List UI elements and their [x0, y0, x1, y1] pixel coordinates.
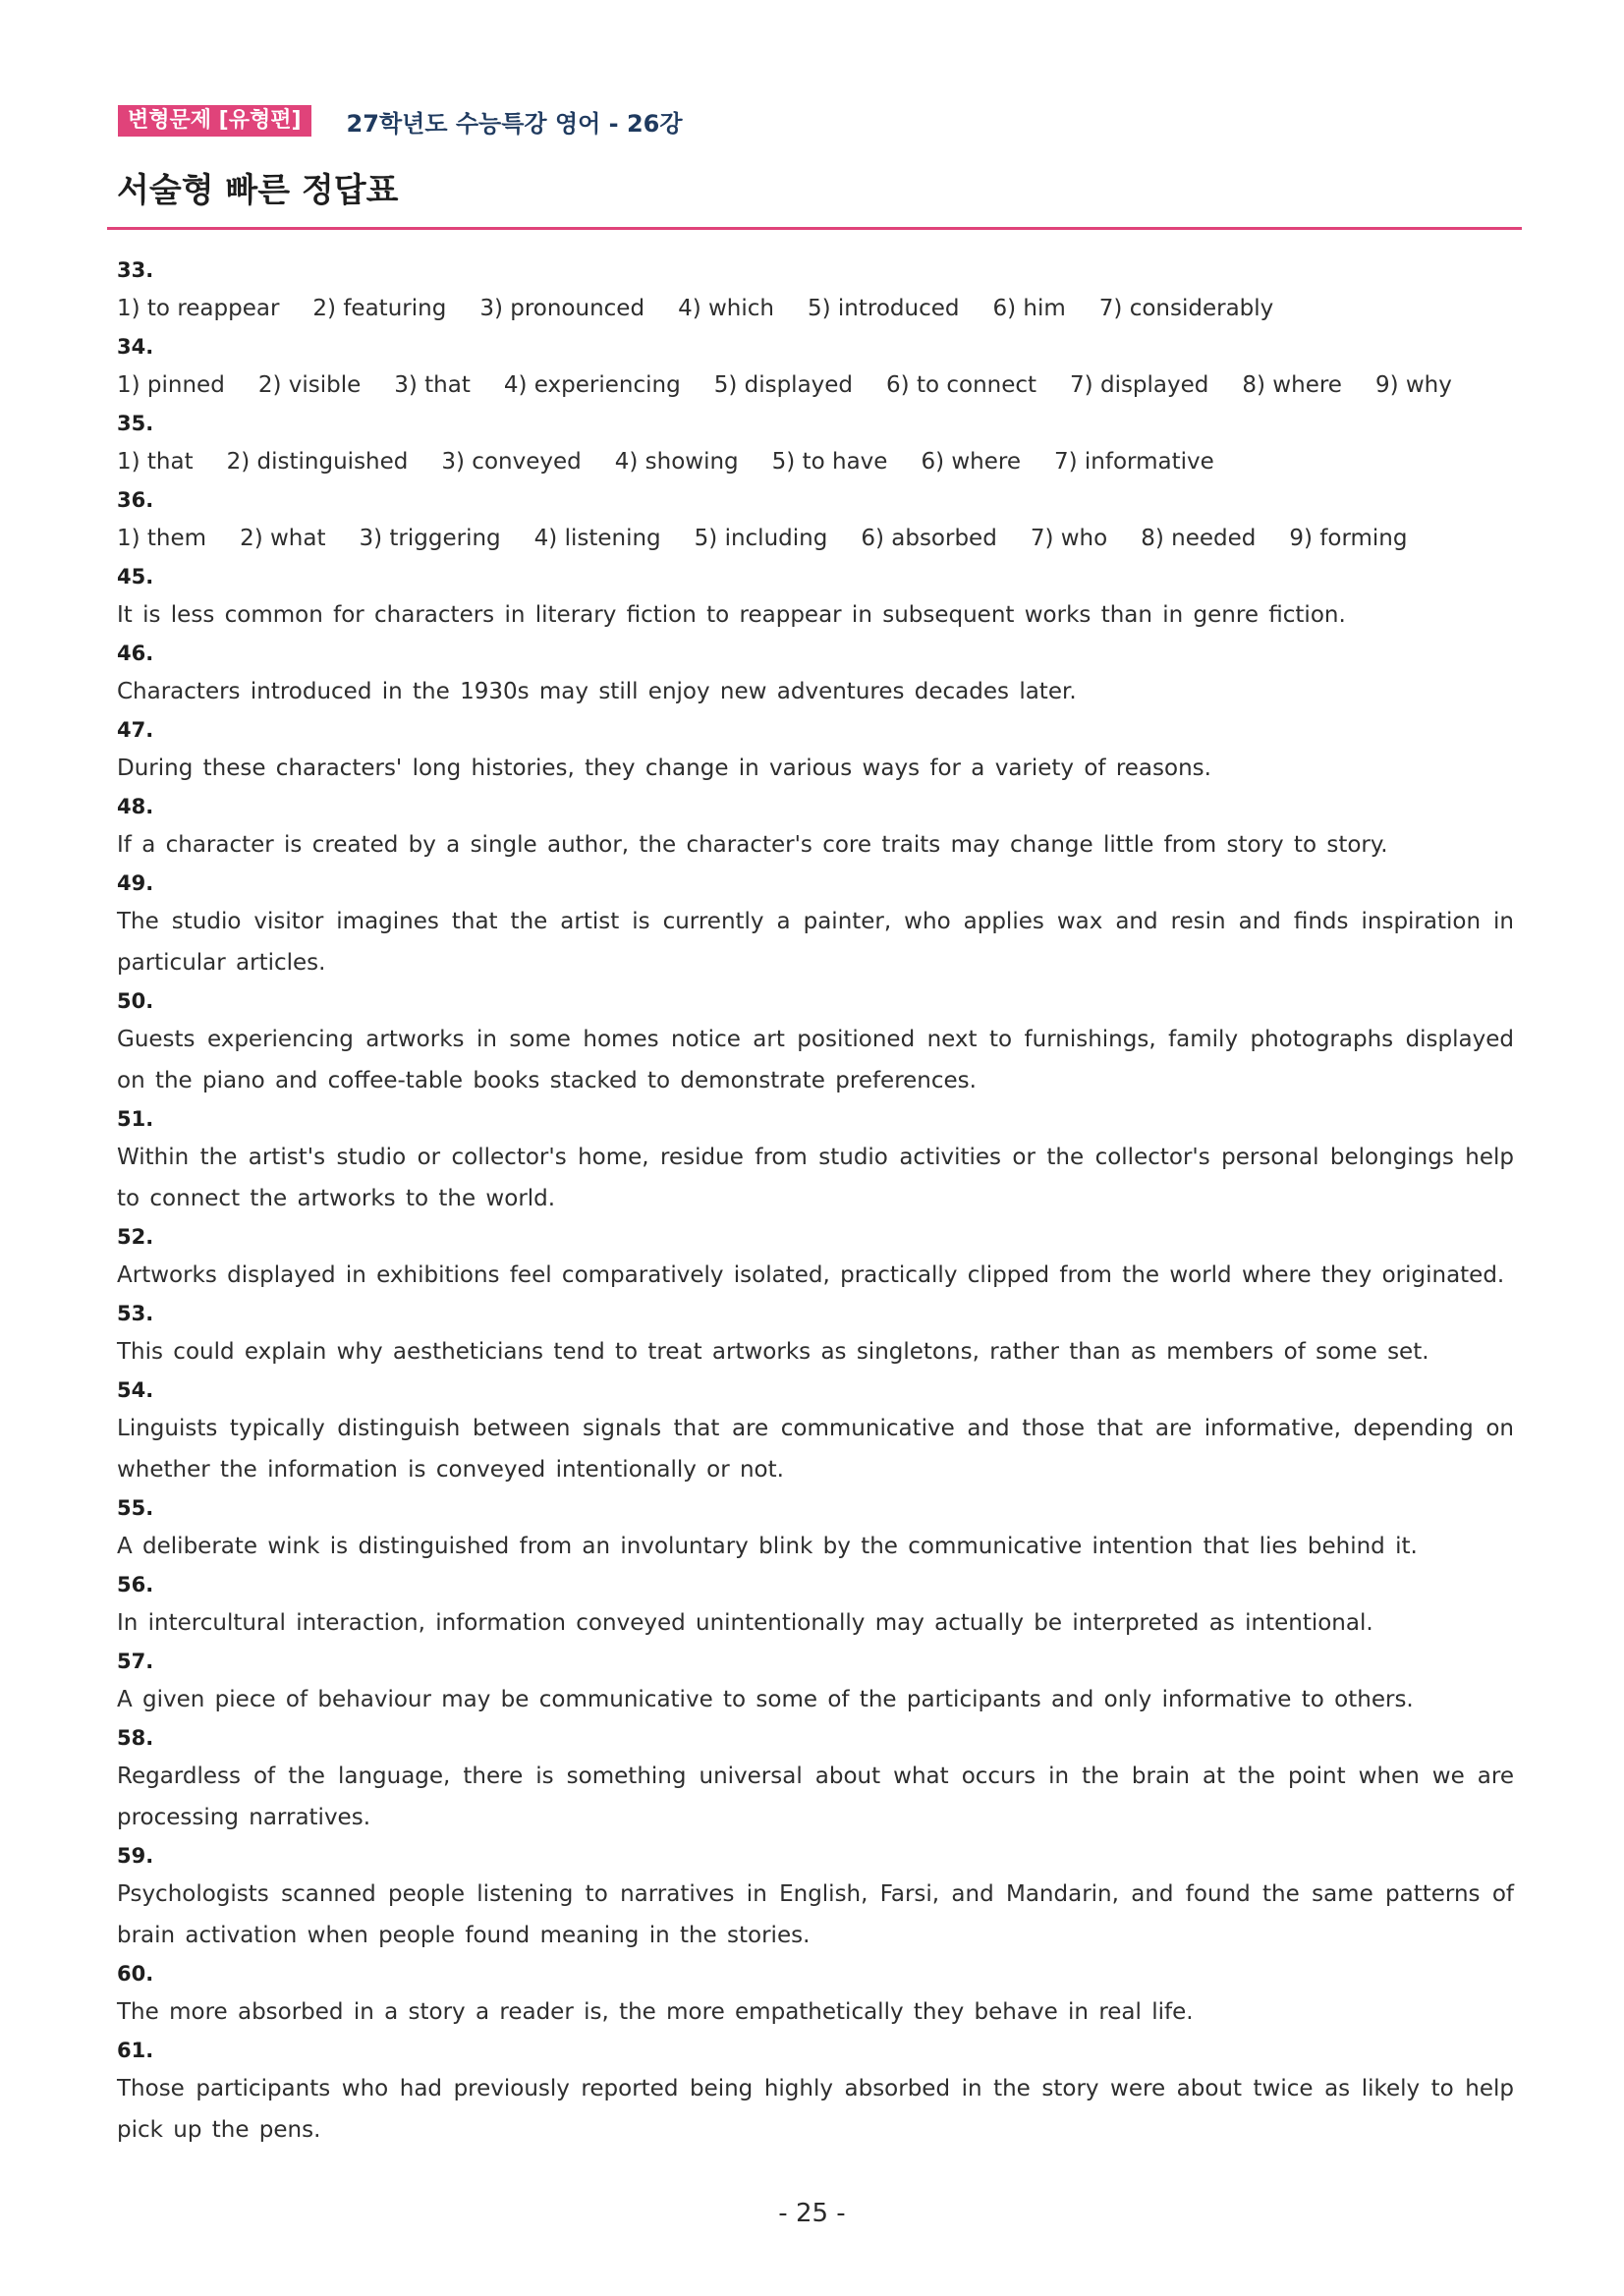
blank-item	[117, 406, 1514, 482]
blank-answer: 2) visible	[257, 372, 362, 398]
blank-answers	[117, 518, 1514, 559]
sentence-item	[117, 983, 1514, 1101]
item-number: 54.	[117, 1378, 154, 1402]
item-number: 60.	[117, 1962, 154, 1986]
item-number: 47.	[117, 718, 154, 742]
blank-answer: 3) pronounced	[479, 296, 645, 321]
page-title: 서술형 빠른 정답표	[117, 171, 399, 210]
item-number: 45.	[117, 565, 154, 588]
sentence-item	[117, 1219, 1514, 1296]
blank-item	[117, 252, 1514, 329]
answer-sentence: Within the artist's studio or collector's home, residue from studio activities or the collector's personal belongings help to connect the artworks to the world.	[117, 1145, 1514, 1211]
blank-answer: 4) experiencing	[503, 372, 681, 398]
answer-sentence: If a character is created by a single author, the character's core traits may change little from story to story.	[117, 832, 1388, 858]
item-number: 53.	[117, 1302, 154, 1325]
sentence-item	[117, 789, 1514, 866]
item-number: 35.	[117, 412, 154, 435]
item-number: 34.	[117, 335, 154, 359]
answer-list	[117, 252, 1514, 2151]
sentence-item	[117, 2033, 1514, 2151]
blank-answer: 6) to connect	[886, 372, 1037, 398]
blank-answers	[117, 364, 1514, 406]
item-number: 50.	[117, 989, 154, 1013]
blank-answer: 8) needed	[1141, 526, 1257, 551]
title-divider	[107, 227, 1522, 230]
blank-answer: 5) displayed	[713, 372, 854, 398]
blank-answer: 8) where	[1242, 372, 1342, 398]
sentence-item	[117, 1838, 1514, 1956]
blank-answer: 3) triggering	[359, 526, 501, 551]
blank-answers	[117, 288, 1514, 329]
answer-sentence: In intercultural interaction, information conveyed unintentionally may actually be interpreted as intentional.	[117, 1610, 1373, 1636]
answer-sentence: A deliberate wink is distinguished from an involuntary blink by the communicative intention that lies behind it.	[117, 1534, 1418, 1559]
sentence-item	[117, 866, 1514, 983]
sentence-item	[117, 1644, 1514, 1720]
sentence-item	[117, 636, 1514, 712]
blank-answer: 5) including	[694, 526, 828, 551]
blank-item	[117, 482, 1514, 559]
sentence-item	[117, 1490, 1514, 1567]
answer-sentence: Regardless of the language, there is something universal about what occurs in the brain at the point when we are processing narratives.	[117, 1764, 1514, 1830]
blank-answer: 3) that	[394, 372, 471, 398]
sentence-item	[117, 1567, 1514, 1644]
blank-answer: 4) listening	[533, 526, 661, 551]
answer-sentence: A given piece of behaviour may be communicative to some of the participants and only informative to others.	[117, 1687, 1414, 1712]
blank-answer: 9) forming	[1289, 526, 1408, 551]
answer-sentence: Linguists typically distinguish between signals that are communicative and those that are informative, depending on whether the information is conveyed intentionally or not.	[117, 1416, 1514, 1483]
blank-answer: 1) them	[117, 526, 207, 551]
blank-answer: 6) absorbed	[861, 526, 997, 551]
item-number: 49.	[117, 871, 154, 895]
blank-answer: 2) featuring	[312, 296, 447, 321]
blank-answer: 7) displayed	[1070, 372, 1209, 398]
sentence-item	[117, 559, 1514, 636]
item-number: 36.	[117, 488, 154, 512]
answer-sentence: Those participants who had previously reported being highly absorbed in the story were about twice as likely to help pick up the pens.	[117, 2076, 1514, 2143]
blank-answer: 4) which	[678, 296, 774, 321]
item-number: 52.	[117, 1225, 154, 1249]
page-number: - 25 -	[778, 2199, 846, 2228]
answer-sentence: Characters introduced in the 1930s may still enjoy new adventures decades later.	[117, 679, 1077, 704]
sentence-item	[117, 1372, 1514, 1490]
blank-answer: 5) to have	[771, 449, 888, 475]
header-title: 27학년도 수능특강 영어 - 26강	[346, 109, 683, 138]
blank-answer: 1) to reappear	[117, 296, 280, 321]
page-header	[118, 104, 683, 138]
item-number: 59.	[117, 1844, 154, 1868]
blank-answer: 1) pinned	[117, 372, 225, 398]
item-number: 55.	[117, 1496, 154, 1520]
answer-sentence: The studio visitor imagines that the artist is currently a painter, who applies wax and resin and finds inspiration in particular articles.	[117, 909, 1514, 976]
item-number: 33.	[117, 258, 154, 282]
answer-sentence: Artworks displayed in exhibitions feel comparatively isolated, practically clipped from the world where they originated.	[117, 1262, 1505, 1288]
item-number: 51.	[117, 1107, 154, 1131]
item-number: 46.	[117, 642, 154, 665]
blank-item	[117, 329, 1514, 406]
blank-answer: 7) who	[1030, 526, 1108, 551]
blank-answer: 6) him	[992, 296, 1066, 321]
blank-answer: 9) why	[1374, 372, 1452, 398]
sentence-item	[117, 1720, 1514, 1838]
category-badge: 변형문제 [유형편]	[118, 105, 311, 137]
blank-answer: 7) informative	[1054, 449, 1214, 475]
item-number: 56.	[117, 1573, 154, 1596]
item-number: 61.	[117, 2039, 154, 2062]
item-number: 48.	[117, 795, 154, 818]
item-number: 58.	[117, 1726, 154, 1750]
blank-answer: 2) distinguished	[226, 449, 409, 475]
blank-answer: 1) that	[117, 449, 194, 475]
blank-answer: 7) considerably	[1098, 296, 1274, 321]
blank-answers	[117, 441, 1514, 482]
item-number: 57.	[117, 1650, 154, 1673]
blank-answer: 5) introduced	[807, 296, 960, 321]
answer-sentence: This could explain why aestheticians tend to treat artworks as singletons, rather than as members of some set.	[117, 1339, 1429, 1365]
blank-answer: 6) where	[921, 449, 1021, 475]
blank-answer: 4) showing	[614, 449, 739, 475]
answer-sentence: The more absorbed in a story a reader is, the more empathetically they behave in real life.	[117, 1999, 1194, 2025]
answer-sentence: It is less common for characters in literary fiction to reappear in subsequent works than in genre fiction.	[117, 602, 1346, 628]
sentence-item	[117, 1956, 1514, 2033]
answer-sentence: Guests experiencing artworks in some homes notice art positioned next to furnishings, family photographs displayed on the piano and coffee-table books stacked to demonstrate preferences.	[117, 1027, 1514, 1093]
answer-sentence: During these characters' long histories, they change in various ways for a variety of reasons.	[117, 756, 1211, 781]
blank-answer: 3) conveyed	[441, 449, 582, 475]
blank-answer: 2) what	[240, 526, 326, 551]
sentence-item	[117, 1296, 1514, 1372]
sentence-item	[117, 1101, 1514, 1219]
sentence-item	[117, 712, 1514, 789]
answer-sentence: Psychologists scanned people listening to narratives in English, Farsi, and Mandarin, and found the same patterns of brain activation when people found meaning in the stories.	[117, 1881, 1514, 1948]
